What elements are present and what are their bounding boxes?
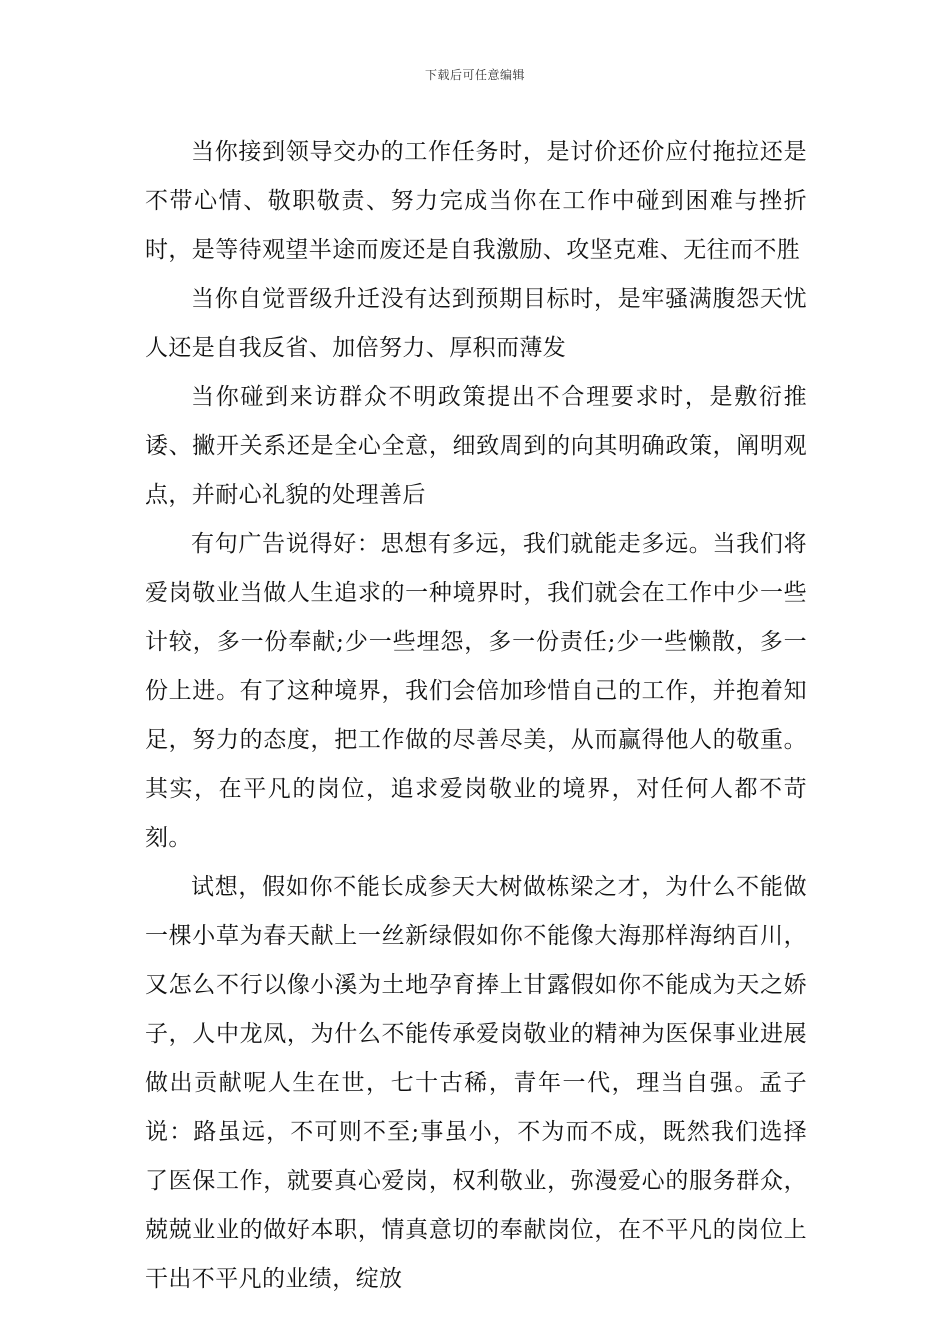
document-body [145, 128, 807, 1304]
paragraph-work-task: 当你接到领导交办的工作任务时，是讨价还价应付拖拉还是不带心情、敬职敬责、努力完成当你在工作中碰到困难与挫折时，是等待观望半途而废还是自我激励、攻坚克难、无往而不胜 [145, 139, 807, 263]
paragraph-imagine: 试想，假如你不能长成参天大树做栋梁之才，为什么不能做一棵小草为春天献上一丝新绿假如你不能像大海那样海纳百川，又怎么不行以像小溪为土地孕育捧上甘露假如你不能成为天之娇子，人中龙凤，为什么不能传承爱岗敬业的精神为医保事业进展做出贡献呢人生在世，七十古稀，青年一代，理当自强。孟子说：路虽远，不可则不至;事虽小，不为而不成，既然我们选择了医保工作，就要真心爱岗，权利敬业，弥漫爱心的服务群众，兢兢业业的做好本职，情真意切的奉献岗位，在不平凡的岗位上干出不平凡的业绩，绽放 [145, 874, 807, 1292]
paragraph-promotion: 当你自觉晋级升迁没有达到预期目标时，是牢骚满腹怨天忧人还是自我反省、加倍努力、厚积而薄发 [145, 286, 807, 361]
paragraph-advertisement: 有句广告说得好：思想有多远，我们就能走多远。当我们将爱岗敬业当做人生追求的一种境界时，我们就会在工作中少一些计较，多一份奉献;少一些埋怨，多一份责任;少一些懒散，多一份上进。有了这种境界，我们会倍加珍惜自己的工作，并抱着知足，努力的态度，把工作做的尽善尽美，从而赢得他人的敬重。其实，在平凡的岗位，追求爱岗敬业的境界，对任何人都不苛刻。 [145, 531, 807, 851]
page-header: 下载后可任意编辑 [424, 68, 525, 82]
paragraph-visitors: 当你碰到来访群众不明政策提出不合理要求时，是敷衍推诿、撇开关系还是全心全意，细致周到的向其明确政策，阐明观点，并耐心礼貌的处理善后 [145, 384, 807, 508]
